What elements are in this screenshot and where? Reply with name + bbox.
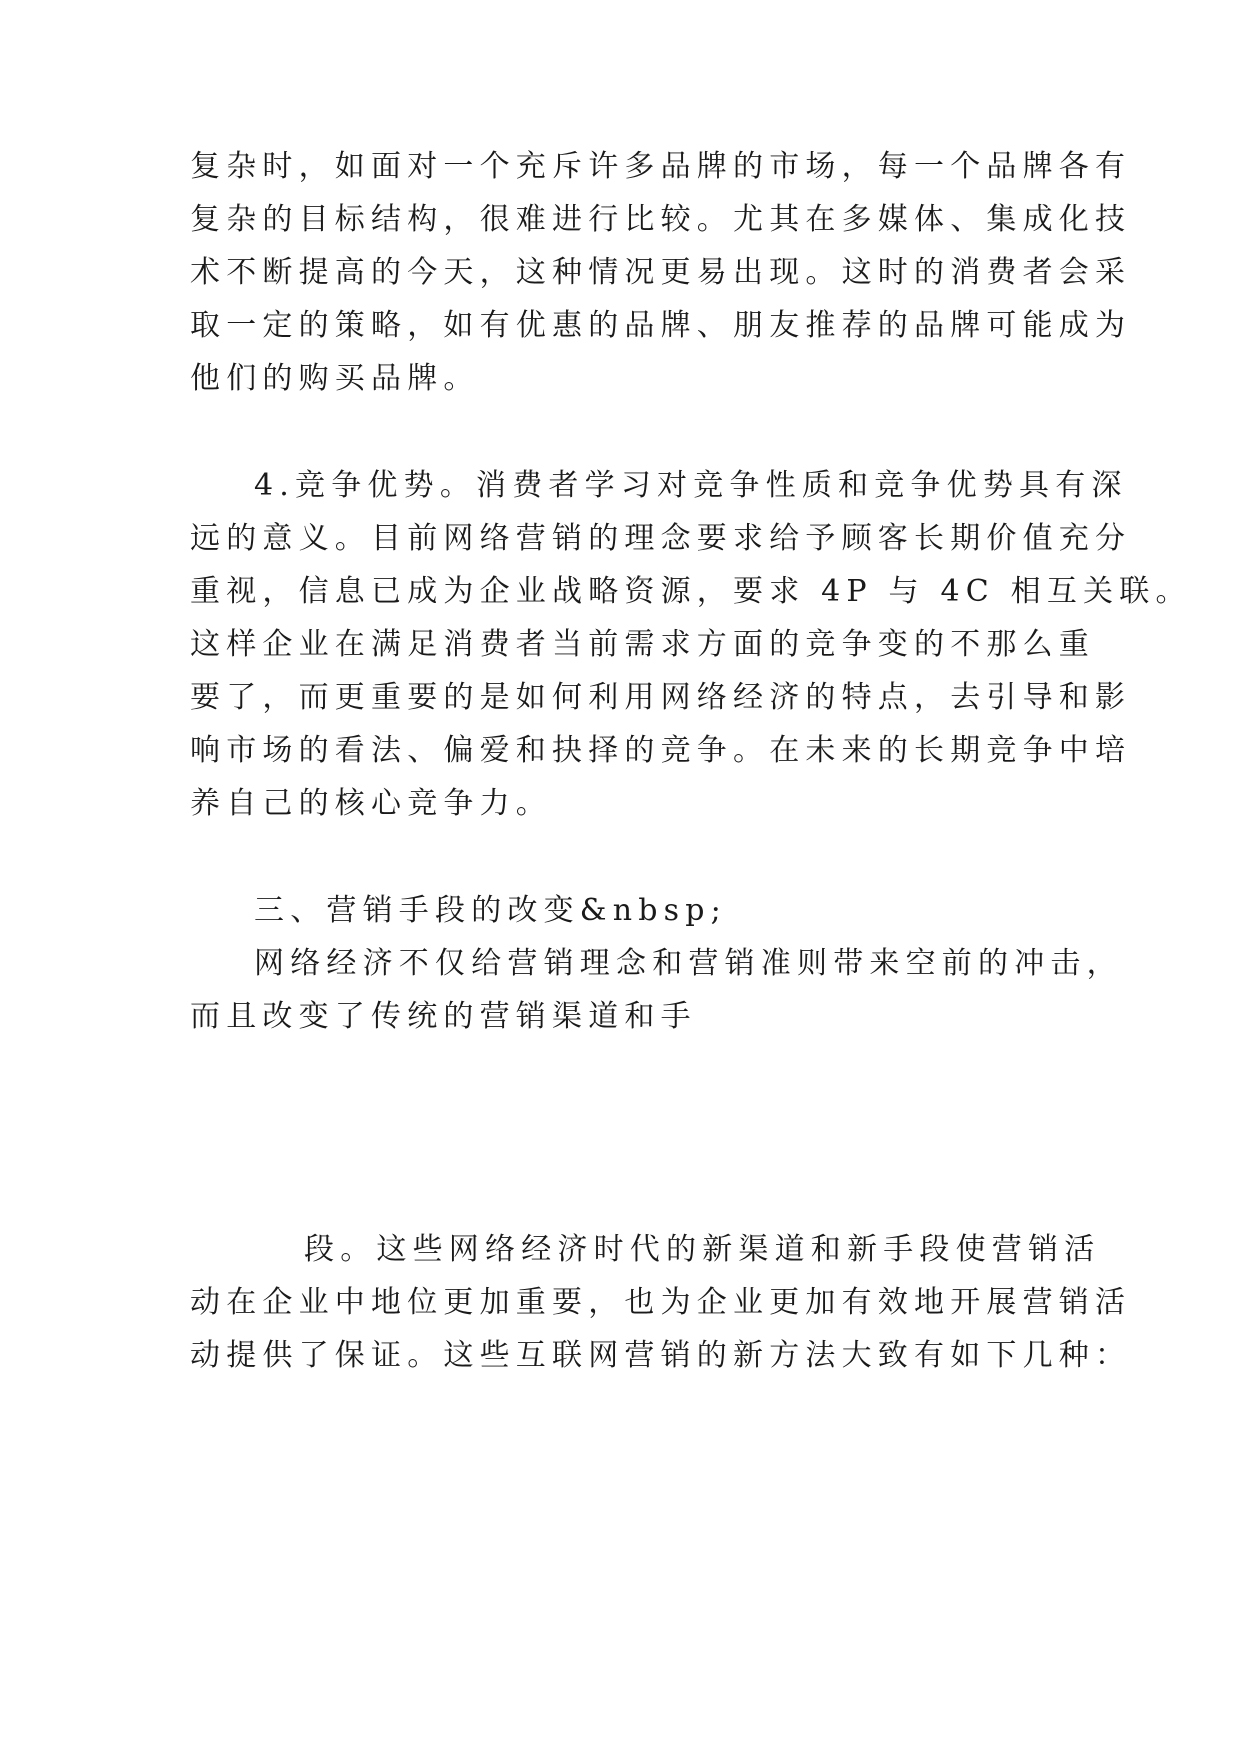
paragraph-1-line-1: 复杂时，如面对一个充斥许多品牌的市场，每一个品牌各有: [190, 149, 1132, 184]
paragraph-2-line-2: 远的意义。目前网络营销的理念要求给予顾客长期价值充分: [190, 521, 1132, 556]
paragraph-3-line-1: 网络经济不仅给营销理念和营销准则带来空前的冲击，: [254, 946, 1123, 981]
paragraph-2-line-7: 养自己的核心竞争力。: [190, 786, 552, 821]
paragraph-4-line-2: 动在企业中地位更加重要，也为企业更加有效地开展营销活: [190, 1285, 1132, 1320]
paragraph-4-line-3: 动提供了保证。这些互联网营销的新方法大致有如下几种：: [190, 1338, 1132, 1373]
paragraph-1-line-4: 取一定的策略，如有优惠的品牌、朋友推荐的品牌可能成为: [190, 308, 1132, 343]
paragraph-2-line-6: 响市场的看法、偏爱和抉择的竞争。在未来的长期竞争中培: [190, 733, 1132, 768]
paragraph-3-line-2: 而且改变了传统的营销渠道和手: [190, 999, 697, 1034]
paragraph-4-line-1: 段。这些网络经济时代的新渠道和新手段使营销活: [304, 1232, 1101, 1267]
paragraph-1-line-5: 他们的购买品牌。: [190, 361, 480, 396]
paragraph-1-line-2: 复杂的目标结构，很难进行比较。尤其在多媒体、集成化技: [190, 202, 1132, 237]
paragraph-2-line-1: 4.竞争优势。消费者学习对竞争性质和竞争优势具有深: [254, 468, 1128, 503]
section-heading: 三、营销手段的改变&nbsp;: [254, 893, 727, 928]
paragraph-2-line-4: 这样企业在满足消费者当前需求方面的竞争变的不那么重: [190, 627, 1095, 662]
paragraph-1-line-3: 术不断提高的今天，这种情况更易出现。这时的消费者会采: [190, 255, 1132, 290]
paragraph-2-line-3: 重视，信息已成为企业战略资源，要求 4P 与 4C 相互关联。: [190, 574, 1192, 609]
paragraph-2-line-5: 要了，而更重要的是如何利用网络经济的特点，去引导和影: [190, 680, 1132, 715]
